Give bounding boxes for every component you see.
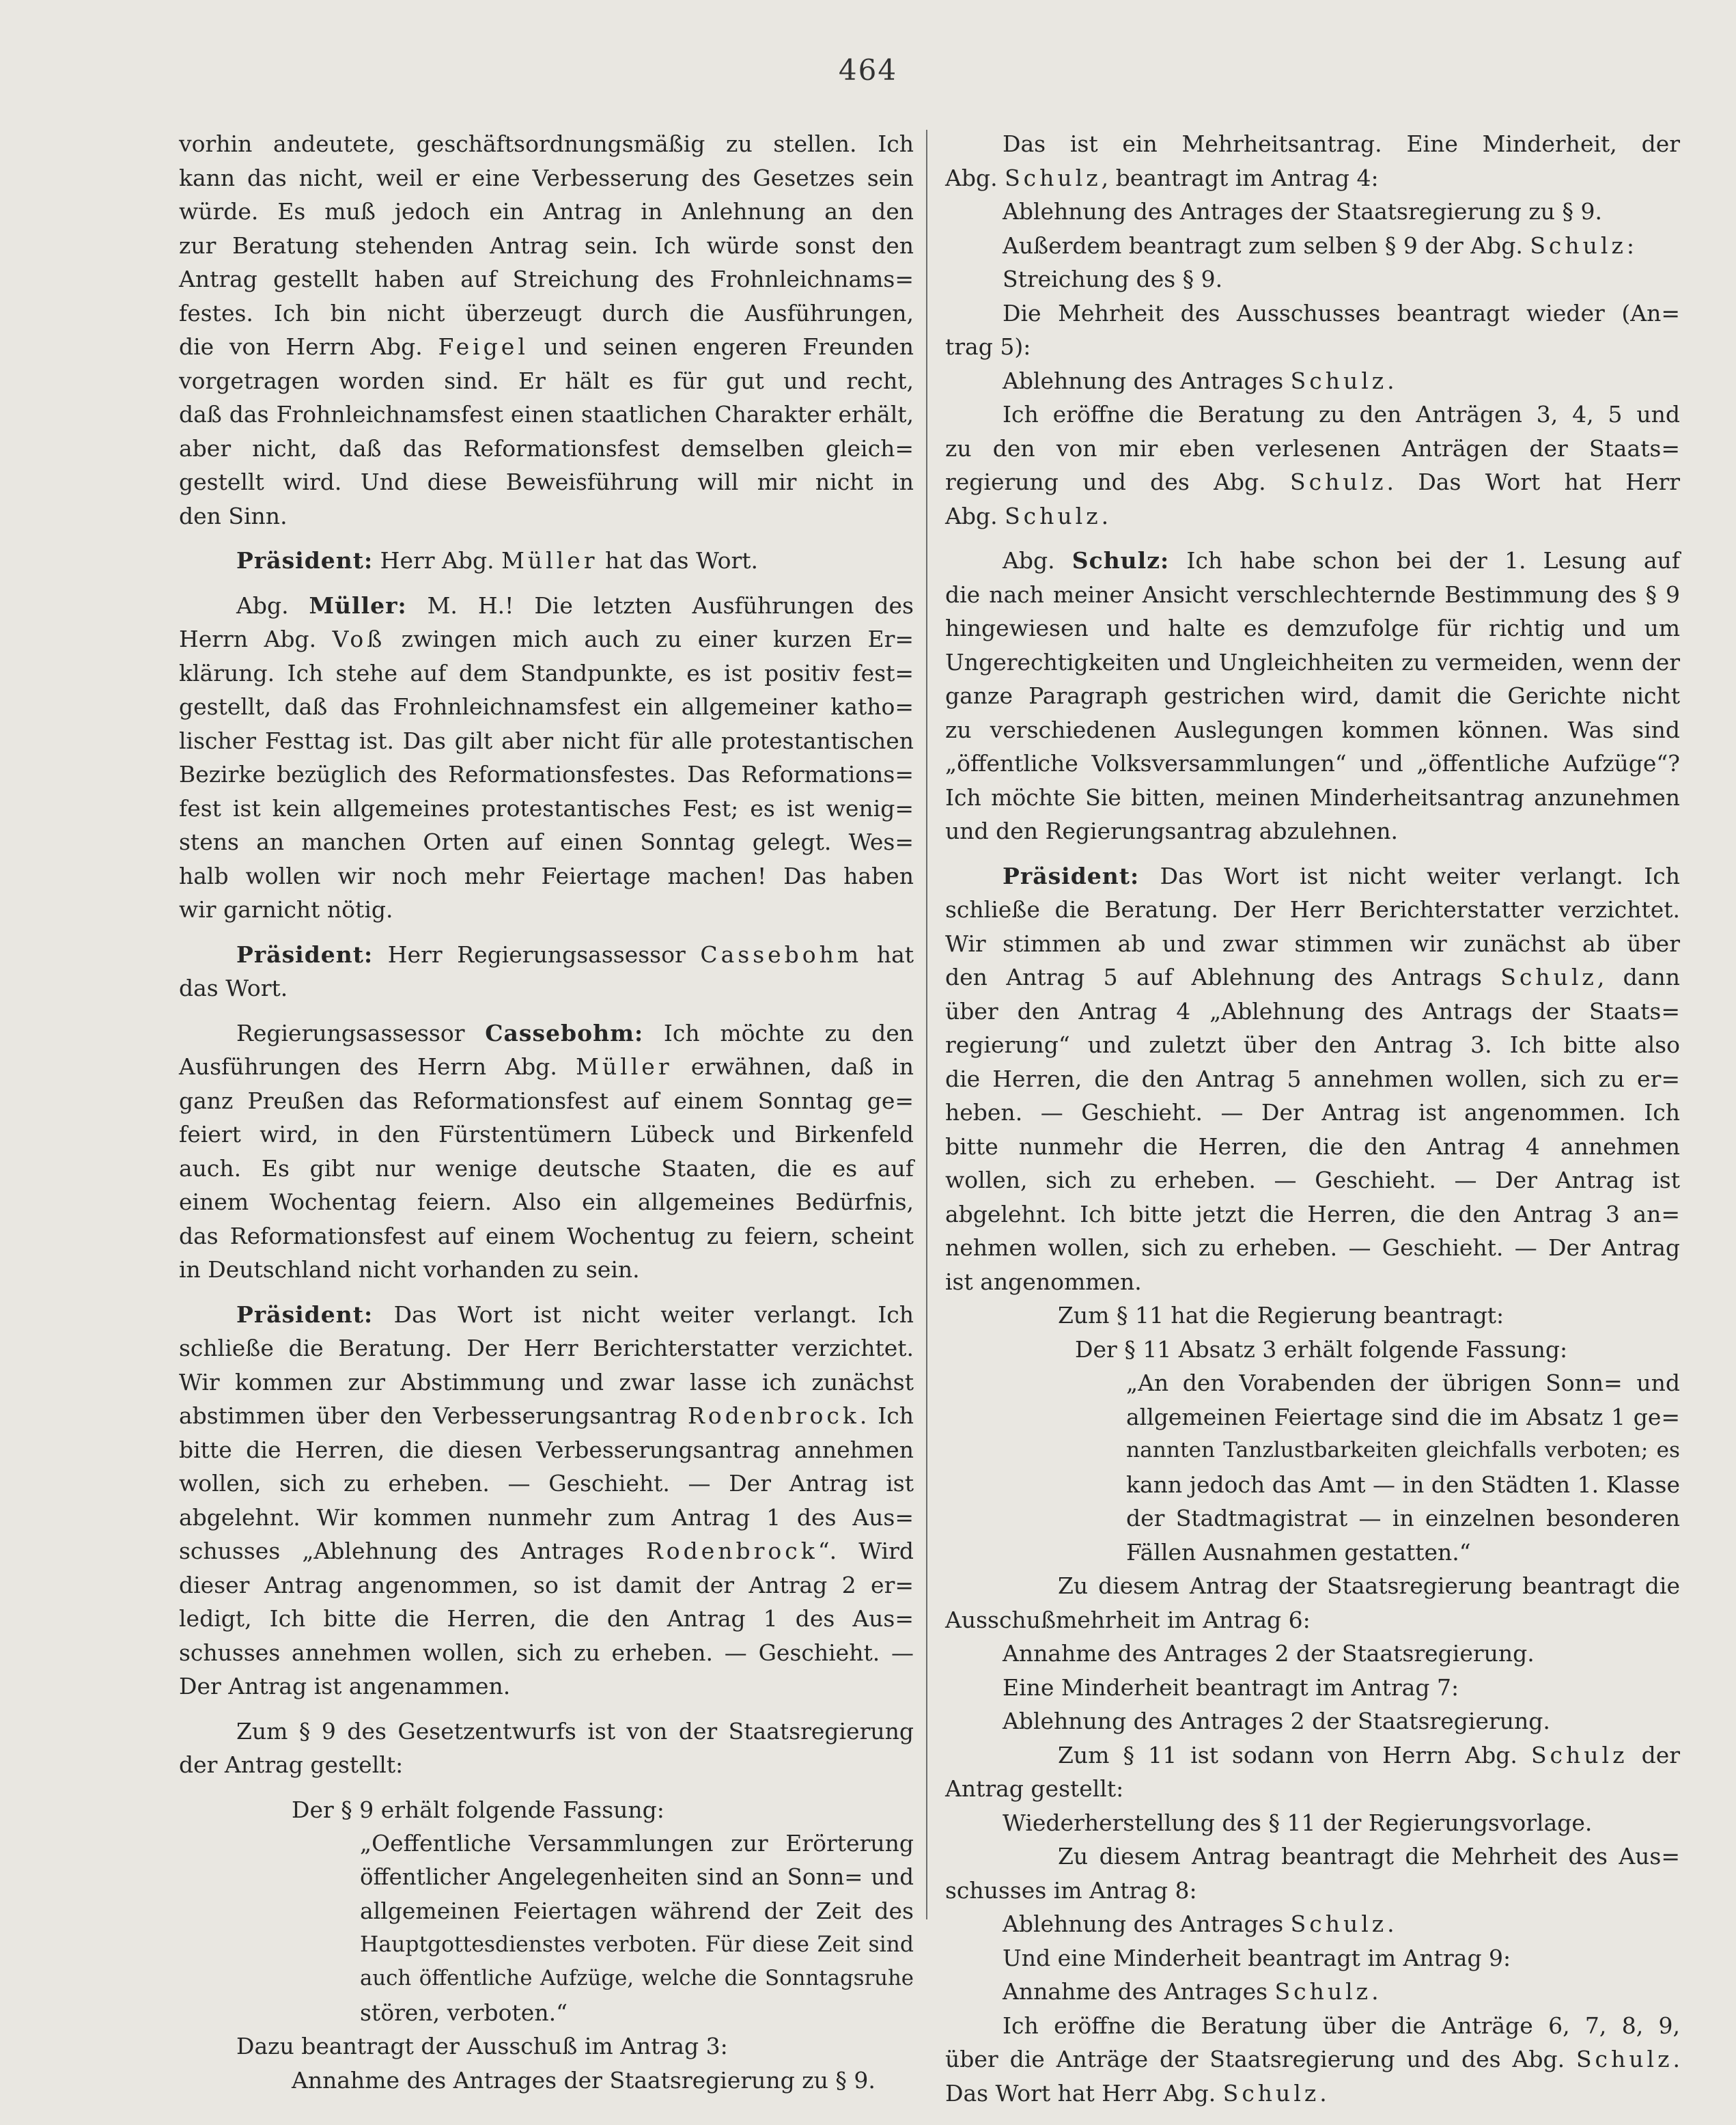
text-line: Zu diesem Antrag beantragt die Mehrheit des Aus= (1058, 1843, 1680, 1870)
text-line: Ablehnung des Antrages 2 der Staatsregierung. (1003, 1708, 1550, 1734)
text-line: gestellt, daß das Frohnleichnamsfest ein allgemeiner katho= (179, 693, 914, 720)
text-line: würde. Es muß jedoch ein Antrag in Anlehnung an den (179, 198, 914, 225)
text-line: festes. Ich bin nicht überzeugt durch die Ausführungen, (179, 299, 914, 327)
speaker-name: Cassebohm (700, 941, 863, 968)
text-line: Annahme des Antrages Schulz. (1003, 1978, 1379, 2005)
speaker-name: Schulz (1005, 164, 1102, 191)
quote-line: öffentlicher Angelegenheiten sind an Sonn= und (360, 1863, 914, 1890)
text-line: Zum § 11 hat die Regierung beantragt: (1058, 1302, 1504, 1329)
page-number: 464 (838, 53, 898, 87)
speaker-label: Präsident: (236, 1301, 374, 1328)
text-line: Ungerechtigkeiten und Ungleichheiten zu vermeiden, wenn der (945, 648, 1680, 676)
text-line: nehmen wollen, sich zu erheben. — Geschieht. — Der Antrag (945, 1234, 1680, 1261)
text-line: in Deutschland nicht vorhanden zu sein. (179, 1256, 640, 1283)
text-line: Der § 11 Absatz 3 erhält folgende Fassung: (1075, 1335, 1568, 1363)
text-line: Dazu beantragt der Ausschuß im Antrag 3: (236, 2033, 728, 2059)
text-line: aber nicht, daß das Reformationsfest demselben gleich= (179, 434, 914, 462)
text-line: Wir stimmen ab und zwar stimmen wir zunächst ab über (945, 930, 1680, 957)
text-line: abgelehnt. Wir kommen nunmehr zum Antrag 1 des Aus= (179, 1503, 914, 1531)
text-line: das Reformationsfest auf einem Wochentug zu feiern, scheint (179, 1222, 914, 1249)
speaker-name: Voß (332, 626, 386, 652)
speaker-label: Cassebohm: (485, 1019, 644, 1046)
text-line: Und eine Minderheit beantragt im Antrag 9: (1003, 1944, 1511, 1971)
speaker-name: Schulz (1290, 1911, 1388, 1937)
text-line: und den Regierungsantrag abzulehnen. (945, 818, 1398, 844)
text-line: Ablehnung des Antrages Schulz. (1003, 1911, 1395, 1937)
speaker-name: Schulz (1005, 502, 1102, 529)
text-line: dieser Antrag angenommen, so ist damit der Antrag 2 er= (179, 1571, 914, 1598)
column-divider (926, 130, 927, 1919)
text-line: Ausführungen des Herrn Abg. Müller erwähnen, daß in (179, 1053, 914, 1080)
speaker-line: Präsident: Herr Regierungsassessor Cassebohm hat (236, 941, 914, 968)
quote-line: allgemeinen Feiertage sind die im Absatz 1 ge= (1126, 1403, 1680, 1430)
text-line: einem Wochentag feiern. Also ein allgemeines Bedürfnis, (179, 1189, 914, 1215)
quote-line: kann jedoch das Amt — in den Städten 1. Klasse (1126, 1471, 1680, 1498)
text-line: das Wort. (179, 975, 288, 1001)
text-line: über die Anträge der Staatsregierung und des Abg. Schulz. (945, 2046, 1680, 2072)
text-line: schusses „Ablehnung des Antrages Rodenbrock“. Wird (179, 1538, 914, 1564)
text-line: Antrag gestellt haben auf Streichung des Frohnleichnams= (179, 266, 914, 292)
text-line: ledigt, Ich bitte die Herren, die den Antrag 1 des Aus= (179, 1605, 914, 1632)
speaker-name: Schulz (1530, 1741, 1628, 1768)
text-line: Ausschußmehrheit im Antrag 6: (945, 1606, 1311, 1633)
text-line: klärung. Ich stehe auf dem Standpunkte, es ist positiv fest= (179, 659, 914, 686)
text-line: ist angenommen. (945, 1268, 1142, 1295)
text-line: daß das Frohnleichnamsfest einen staatlichen Charakter erhält, (179, 401, 914, 428)
text-line: Abg. Schulz. (945, 502, 1109, 529)
quote-line: Hauptgottesdienstes verboten. Für diese Zeit sind (360, 1932, 914, 1957)
text-line: Abg. Schulz, beantragt im Antrag 4: (945, 164, 1379, 191)
text-line: Bezirke bezüglich des Reformationsfestes. Das Reformations= (179, 761, 914, 788)
text-line: Antrag gestellt: (945, 1775, 1124, 1802)
text-line: die nach meiner Ansicht verschlechternde Bestimmung des § 9 (945, 581, 1680, 608)
quote-line: stören, verboten.“ (360, 1999, 568, 2026)
text-line: „öffentliche Volksversammlungen“ und „öffentliche Aufzüge“? (945, 750, 1680, 777)
text-line: schließe die Beratung. Der Herr Berichterstatter verzichtet. (179, 1335, 914, 1361)
speaker-label: Schulz: (1072, 547, 1170, 574)
text-line: wollen, sich zu erheben. — Geschieht. — Der Antrag ist (945, 1167, 1680, 1193)
speaker-label: Präsident: (1003, 862, 1140, 889)
text-line: den Sinn. (179, 502, 288, 529)
text-line: Annahme des Antrages 2 der Staatsregierung. (1003, 1640, 1535, 1667)
text-line: Die Mehrheit des Ausschusses beantragt wieder (An= (1003, 299, 1680, 327)
text-line: regierung“ und zuletzt über den Antrag 3. Ich bitte also (945, 1031, 1680, 1058)
text-line: Ich eröffne die Beratung zu den Anträgen 3, 4, 5 und (1003, 401, 1680, 428)
text-line: die Herren, die den Antrag 5 annehmen wollen, sich zu er= (945, 1065, 1680, 1092)
text-line: regierung und des Abg. Schulz. Das Wort hat Herr (945, 469, 1680, 495)
quote-line: „Oeffentliche Versammlungen zur Erörterung (360, 1830, 914, 1857)
text-line: der Antrag gestellt: (179, 1751, 404, 1778)
text-line: zur Beratung stehenden Antrag sein. Ich würde sonst den (179, 232, 914, 259)
quote-line: „An den Vorabenden der übrigen Sonn= und (1126, 1370, 1680, 1396)
speaker-label: Müller: (309, 592, 407, 619)
text-line: kann das nicht, weil er eine Verbesserung des Gesetzes sein (179, 164, 914, 191)
speaker-name: Schulz (1274, 1978, 1372, 2005)
text-line: auch. Es gibt nur wenige deutsche Staaten, die es auf (179, 1154, 914, 1182)
speaker-name: Schulz (1530, 232, 1627, 259)
text-line: ganze Paragraph gestrichen wird, damit die Gerichte nicht (945, 682, 1680, 709)
speaker-name: Schulz (1576, 2046, 1673, 2072)
text-line: halb wollen wir noch mehr Feiertage machen! Das haben (179, 862, 914, 889)
text-line: schusses im Antrag 8: (945, 1876, 1197, 1904)
text-line: Der § 9 erhält folgende Fassung: (292, 1796, 664, 1823)
text-line: Das Wort hat Herr Abg. Schulz. (945, 2079, 1327, 2107)
text-line: schusses annehmen wollen, sich zu erheben. — Geschieht. — (179, 1639, 914, 1666)
text-line: Ablehnung des Antrages Schulz. (1003, 367, 1395, 394)
text-line: abstimmen über den Verbesserungsantrag Rodenbrock. Ich (179, 1402, 914, 1429)
text-line: hingewiesen und halte es demzufolge für richtig und um (945, 615, 1680, 641)
text-line: Der Antrag ist angenammen. (179, 1673, 511, 1699)
text-line: wollen, sich zu erheben. — Geschieht. — Der Antrag ist (179, 1470, 914, 1497)
text-line: vorhin andeutete, geschäftsordnungsmäßig zu stellen. Ich (179, 130, 914, 157)
text-line: Eine Minderheit beantragt im Antrag 7: (1003, 1673, 1459, 1701)
text-line: vorgetragen worden sind. Er hält es für gut und recht, (179, 367, 914, 394)
text-line: Ich eröffne die Beratung über die Anträge 6, 7, 8, 9, (1003, 2012, 1680, 2039)
speaker-line: Abg. Müller: M. H.! Die letzten Ausführungen des (236, 592, 914, 619)
speaker-line: Präsident: Das Wort ist nicht weiter verlangt. Ich (1003, 862, 1680, 889)
text-line: Zum § 11 ist sodann von Herrn Abg. Schulz der (1058, 1741, 1680, 1768)
text-line: über den Antrag 4 „Ablehnung des Antrags der Staats= (945, 997, 1680, 1025)
quote-line: nannten Tanzlustbarkeiten gleichfalls verboten; es (1126, 1438, 1680, 1462)
text-line: Zum § 9 des Gesetzentwurfs ist von der Staatsregierung (236, 1717, 914, 1745)
text-line: schließe die Beratung. Der Herr Berichterstatter verzichtet. (945, 896, 1680, 923)
quote-line: allgemeinen Feiertagen während der Zeit des (360, 1898, 914, 1924)
text-line: Wiederherstellung des § 11 der Regierungsvorlage. (1003, 1809, 1593, 1836)
text-line: Außerdem beantragt zum selben § 9 der Abg. Schulz: (1003, 232, 1634, 259)
speaker-name: Schulz (1289, 469, 1387, 495)
text-line: Herrn Abg. Voß zwingen mich auch zu einer kurzen Er= (179, 626, 914, 652)
speaker-name: Müller (576, 1053, 673, 1080)
speaker-name: Feigel (438, 333, 529, 360)
speaker-name: Schulz (1500, 964, 1597, 990)
speaker-line: Regierungsassessor Cassebohm: Ich möchte zu den (236, 1019, 914, 1046)
quote-line: auch öffentliche Aufzüge, welche die Sonntagsruhe (360, 1966, 914, 1990)
speaker-name: Schulz (1290, 367, 1388, 394)
text-line: Das ist ein Mehrheitsantrag. Eine Minderheit, der (1003, 130, 1680, 157)
speaker-line: Präsident: Herr Abg. Müller hat das Wort. (236, 547, 759, 574)
text-line: die von Herrn Abg. Feigel und seinen engeren Freunden (179, 333, 914, 360)
text-line: den Antrag 5 auf Ablehnung des Antrags Schulz, dann (945, 964, 1680, 990)
text-line: Ich möchte Sie bitten, meinen Minderheitsantrag anzunehmen (945, 783, 1680, 811)
speaker-line: Präsident: Das Wort ist nicht weiter verlangt. Ich (236, 1301, 914, 1328)
text-line: Wir kommen zur Abstimmung und zwar lasse ich zunächst (179, 1368, 914, 1395)
quote-line: Fällen Ausnahmen gestatten.“ (1126, 1538, 1471, 1566)
text-line: bitte nunmehr die Herren, die den Antrag 4 annehmen (945, 1133, 1680, 1160)
text-line: Ablehnung des Antrages der Staatsregierung zu § 9. (1003, 198, 1602, 225)
text-line: bitte die Herren, die diesen Verbesserungsantrag annehmen (179, 1436, 914, 1463)
text-line: Streichung des § 9. (1003, 266, 1223, 292)
text-line: feiert wird, in den Fürstentümern Lübeck und Birkenfeld (179, 1121, 914, 1148)
text-line: Zu diesem Antrag der Staatsregierung beantragt die (1058, 1572, 1680, 1599)
text-line: ganz Preußen das Reformationsfest auf einem Sonntag ge= (179, 1087, 914, 1114)
left-column (179, 127, 914, 2097)
text-line: abgelehnt. Ich bitte jetzt die Herren, die den Antrag 3 an= (945, 1200, 1680, 1227)
text-line: lischer Festtag ist. Das gilt aber nicht für alle protestantischen (179, 727, 914, 754)
text-line: zu den von mir eben verlesenen Anträgen der Staats= (945, 434, 1680, 462)
speaker-label: Präsident: (236, 941, 374, 968)
speaker-name: Müller (501, 547, 598, 574)
quote-line: der Stadtmagistrat — in einzelnen besonderen (1126, 1505, 1680, 1531)
speaker-label: Präsident: (236, 547, 374, 574)
speaker-name: Rodenbrock (688, 1402, 860, 1429)
text-line: heben. — Geschieht. — Der Antrag ist angenommen. Ich (945, 1099, 1680, 1126)
right-column (945, 127, 1680, 2110)
text-line: stens an manchen Orten auf einen Sonntag gelegt. Wes= (179, 829, 914, 855)
text-line: gestellt wird. Und diese Beweisführung will mir nicht in (179, 469, 914, 495)
text-line: fest ist kein allgemeines protestantisches Fest; es ist wenig= (179, 794, 914, 822)
text-line: wir garnicht nötig. (179, 896, 393, 923)
speaker-name: Rodenbrock (645, 1538, 818, 1564)
text-line: zu verschiedenen Auslegungen kommen können. Was sind (945, 716, 1680, 743)
speaker-line: Abg. Schulz: Ich habe schon bei der 1. Lesung auf (1003, 547, 1681, 574)
speaker-name: Schulz (1222, 2079, 1320, 2107)
text-line: Annahme des Antrages der Staatsregierung zu § 9. (292, 2066, 876, 2094)
text-line: trag 5): (945, 333, 1031, 360)
